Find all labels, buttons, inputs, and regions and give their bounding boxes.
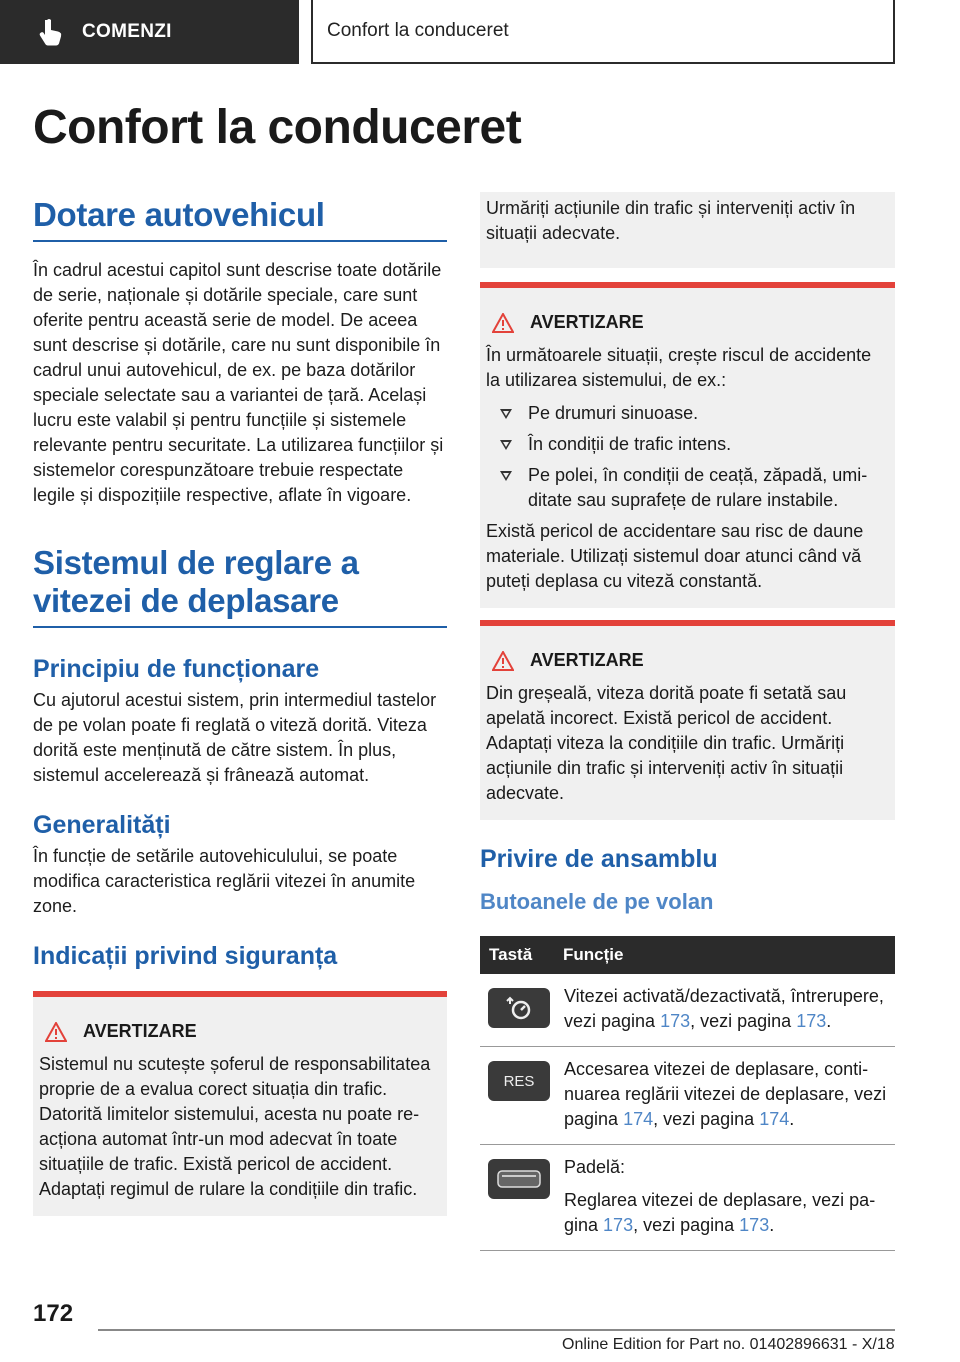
row-3-description: Padelă: Reglarea vitezei de deplasare, vezi pagina 173, vezi pagina 173. xyxy=(554,1145,895,1251)
principiu-title: Principiu de funcționare xyxy=(33,655,320,683)
chapter-tab[interactable] xyxy=(0,0,299,64)
triangle-bullet-icon xyxy=(500,440,512,450)
sistem-title-line1: Sistemul de reglare a xyxy=(33,544,359,581)
warning-intro-2: În următoarele situații, crește riscul de accidente la utilizarea sistemului, de ex.: xyxy=(486,345,872,390)
res-button-icon: RES xyxy=(488,1061,550,1101)
right-column xyxy=(480,192,895,1251)
warning-list-2 xyxy=(486,401,887,513)
footer-divider xyxy=(98,1329,895,1331)
warning-triangle-icon xyxy=(45,1022,67,1042)
keys-table xyxy=(480,936,895,1251)
page-link[interactable]: 173 xyxy=(660,1011,691,1031)
page-link[interactable]: 174 xyxy=(759,1109,790,1129)
warning-triangle-icon xyxy=(492,313,514,333)
warning-label-1: AVERTIZARE xyxy=(83,1021,197,1041)
triangle-bullet-icon xyxy=(500,409,512,419)
left-column xyxy=(33,192,447,1216)
page-link[interactable]: 173 xyxy=(796,1011,827,1031)
section-title-dotare: Dotare autovehicul xyxy=(33,196,447,242)
warning-body-3: Din greșeală, viteza dorită poate fi setată sau apelată incorect. Există pericol de accident. Adaptați viteza la condițiile din trafic. Urmăriți acțiunile din trafic și interveniți activ în situații adecvate. xyxy=(486,683,847,803)
table-row xyxy=(480,1145,895,1251)
running-header-title: Confort la conduceret xyxy=(327,20,509,41)
warning-outro-2: Există pericol de accidentare sau risc de daune materiale. Utilizați sistemul doar atunci când vă puteți deplasa cu viteză constantă. xyxy=(486,521,864,591)
warning-body-1: Sistemul nu scutește șoferul de responsabilitatea proprie de a evalua corect situația din trafic. Datorită limitelor sistemului, acesta nu poate reacționa automat într-un mod adecvat în toate situațiile de trafic. Există pericol de accident. Adaptați regimul de rulare la condițiile din trafic. xyxy=(39,1054,431,1199)
page-link[interactable]: 173 xyxy=(739,1215,770,1235)
overview-subtitle: Butoanele de pe volan xyxy=(480,889,714,914)
warning-box-3 xyxy=(480,620,895,820)
continued-box xyxy=(480,192,895,268)
warning-box-2 xyxy=(480,282,895,608)
list-item: Pe polei, în condiții de ceață, zăpadă, umiditate sau suprafețe de rulare instabile. xyxy=(486,463,887,513)
list-item: În condiții de trafic intens. xyxy=(486,432,887,457)
rocker-paddle-icon xyxy=(488,1159,550,1199)
principiu-body: Cu ajutorul acestui sistem, prin intermediul tastelor de pe volan poate fi reglată o viteză dorită. Viteza dorită este menținută de către sistem. În plus, sistemul accelerează și frânează automat. xyxy=(33,690,437,785)
continued-text: Urmăriți acțiunile din trafic și interveniți activ în situații adecvate. xyxy=(486,198,856,243)
table-header-key: Tastă xyxy=(480,936,554,974)
chapter-tab-label: COMENZI xyxy=(82,21,172,42)
sistem-title-line2: vitezei de deplasare xyxy=(33,582,339,619)
page-number: 172 xyxy=(33,1300,74,1327)
page-link[interactable]: 174 xyxy=(623,1109,654,1129)
warning-header-1 xyxy=(39,1021,439,1042)
page-link[interactable]: 173 xyxy=(603,1215,634,1235)
speed-limiter-button-icon xyxy=(488,988,550,1028)
table-header-row xyxy=(480,936,895,974)
dotare-body: În cadrul acestui capitol sunt descrise toate dotările de serie, naționale și dotările speciale, care sunt oferite pentru această serie de model. De aceea sunt descrise și dotările, care nu sunt disponibile în cadrul unui autovehicul, de ex. pe baza dotărilor speciale selectate sau a variantei de țară. Același lucru este valabil și pentru funcțiile și sistemele relevante pentru securitate. La utilizarea funcțiilor și sistemelor corespunzătoare trebuie respectate legile și dispozițiile respective, aflate în vigoare. xyxy=(33,260,444,505)
triangle-bullet-icon xyxy=(500,471,512,481)
overview-title: Privire de ansamblu xyxy=(480,845,718,873)
generalitati-body: În funcție de setările autovehiculului, se poate modifica caracteristica reglării vitezei în anumite zone. xyxy=(33,846,416,916)
table-row xyxy=(480,1047,895,1145)
edition-note: Online Edition for Part no. 01402896631 - X/18 xyxy=(562,1336,895,1353)
row-1-description: Vitezei activată/dezactivată, întrerupere, vezi pagina 173, vezi pagina 173. xyxy=(554,974,895,1047)
warning-triangle-icon xyxy=(492,651,514,671)
running-header xyxy=(311,0,895,64)
list-item: Pe drumuri sinuoase. xyxy=(486,401,887,426)
row-2-description: Accesarea vitezei de deplasare, continuarea reglării vitezei de deplasare, vezi pagina 174, vezi pagina 174. xyxy=(554,1047,895,1145)
section-title-sistem xyxy=(33,544,447,628)
warning-header-2 xyxy=(486,312,887,333)
generalitati-title: Generalități xyxy=(33,811,171,839)
table-row xyxy=(480,974,895,1047)
warning-box-1 xyxy=(33,991,447,1216)
warning-header-3 xyxy=(486,650,887,671)
hand-pointer-icon xyxy=(38,18,64,46)
indicatii-title: Indicații privind siguranța xyxy=(33,942,338,970)
warning-label-2: AVERTIZARE xyxy=(530,312,644,332)
warning-label-3: AVERTIZARE xyxy=(530,650,644,670)
page-title: Confort la conduceret xyxy=(33,101,522,154)
table-header-function: Funcție xyxy=(554,936,895,974)
